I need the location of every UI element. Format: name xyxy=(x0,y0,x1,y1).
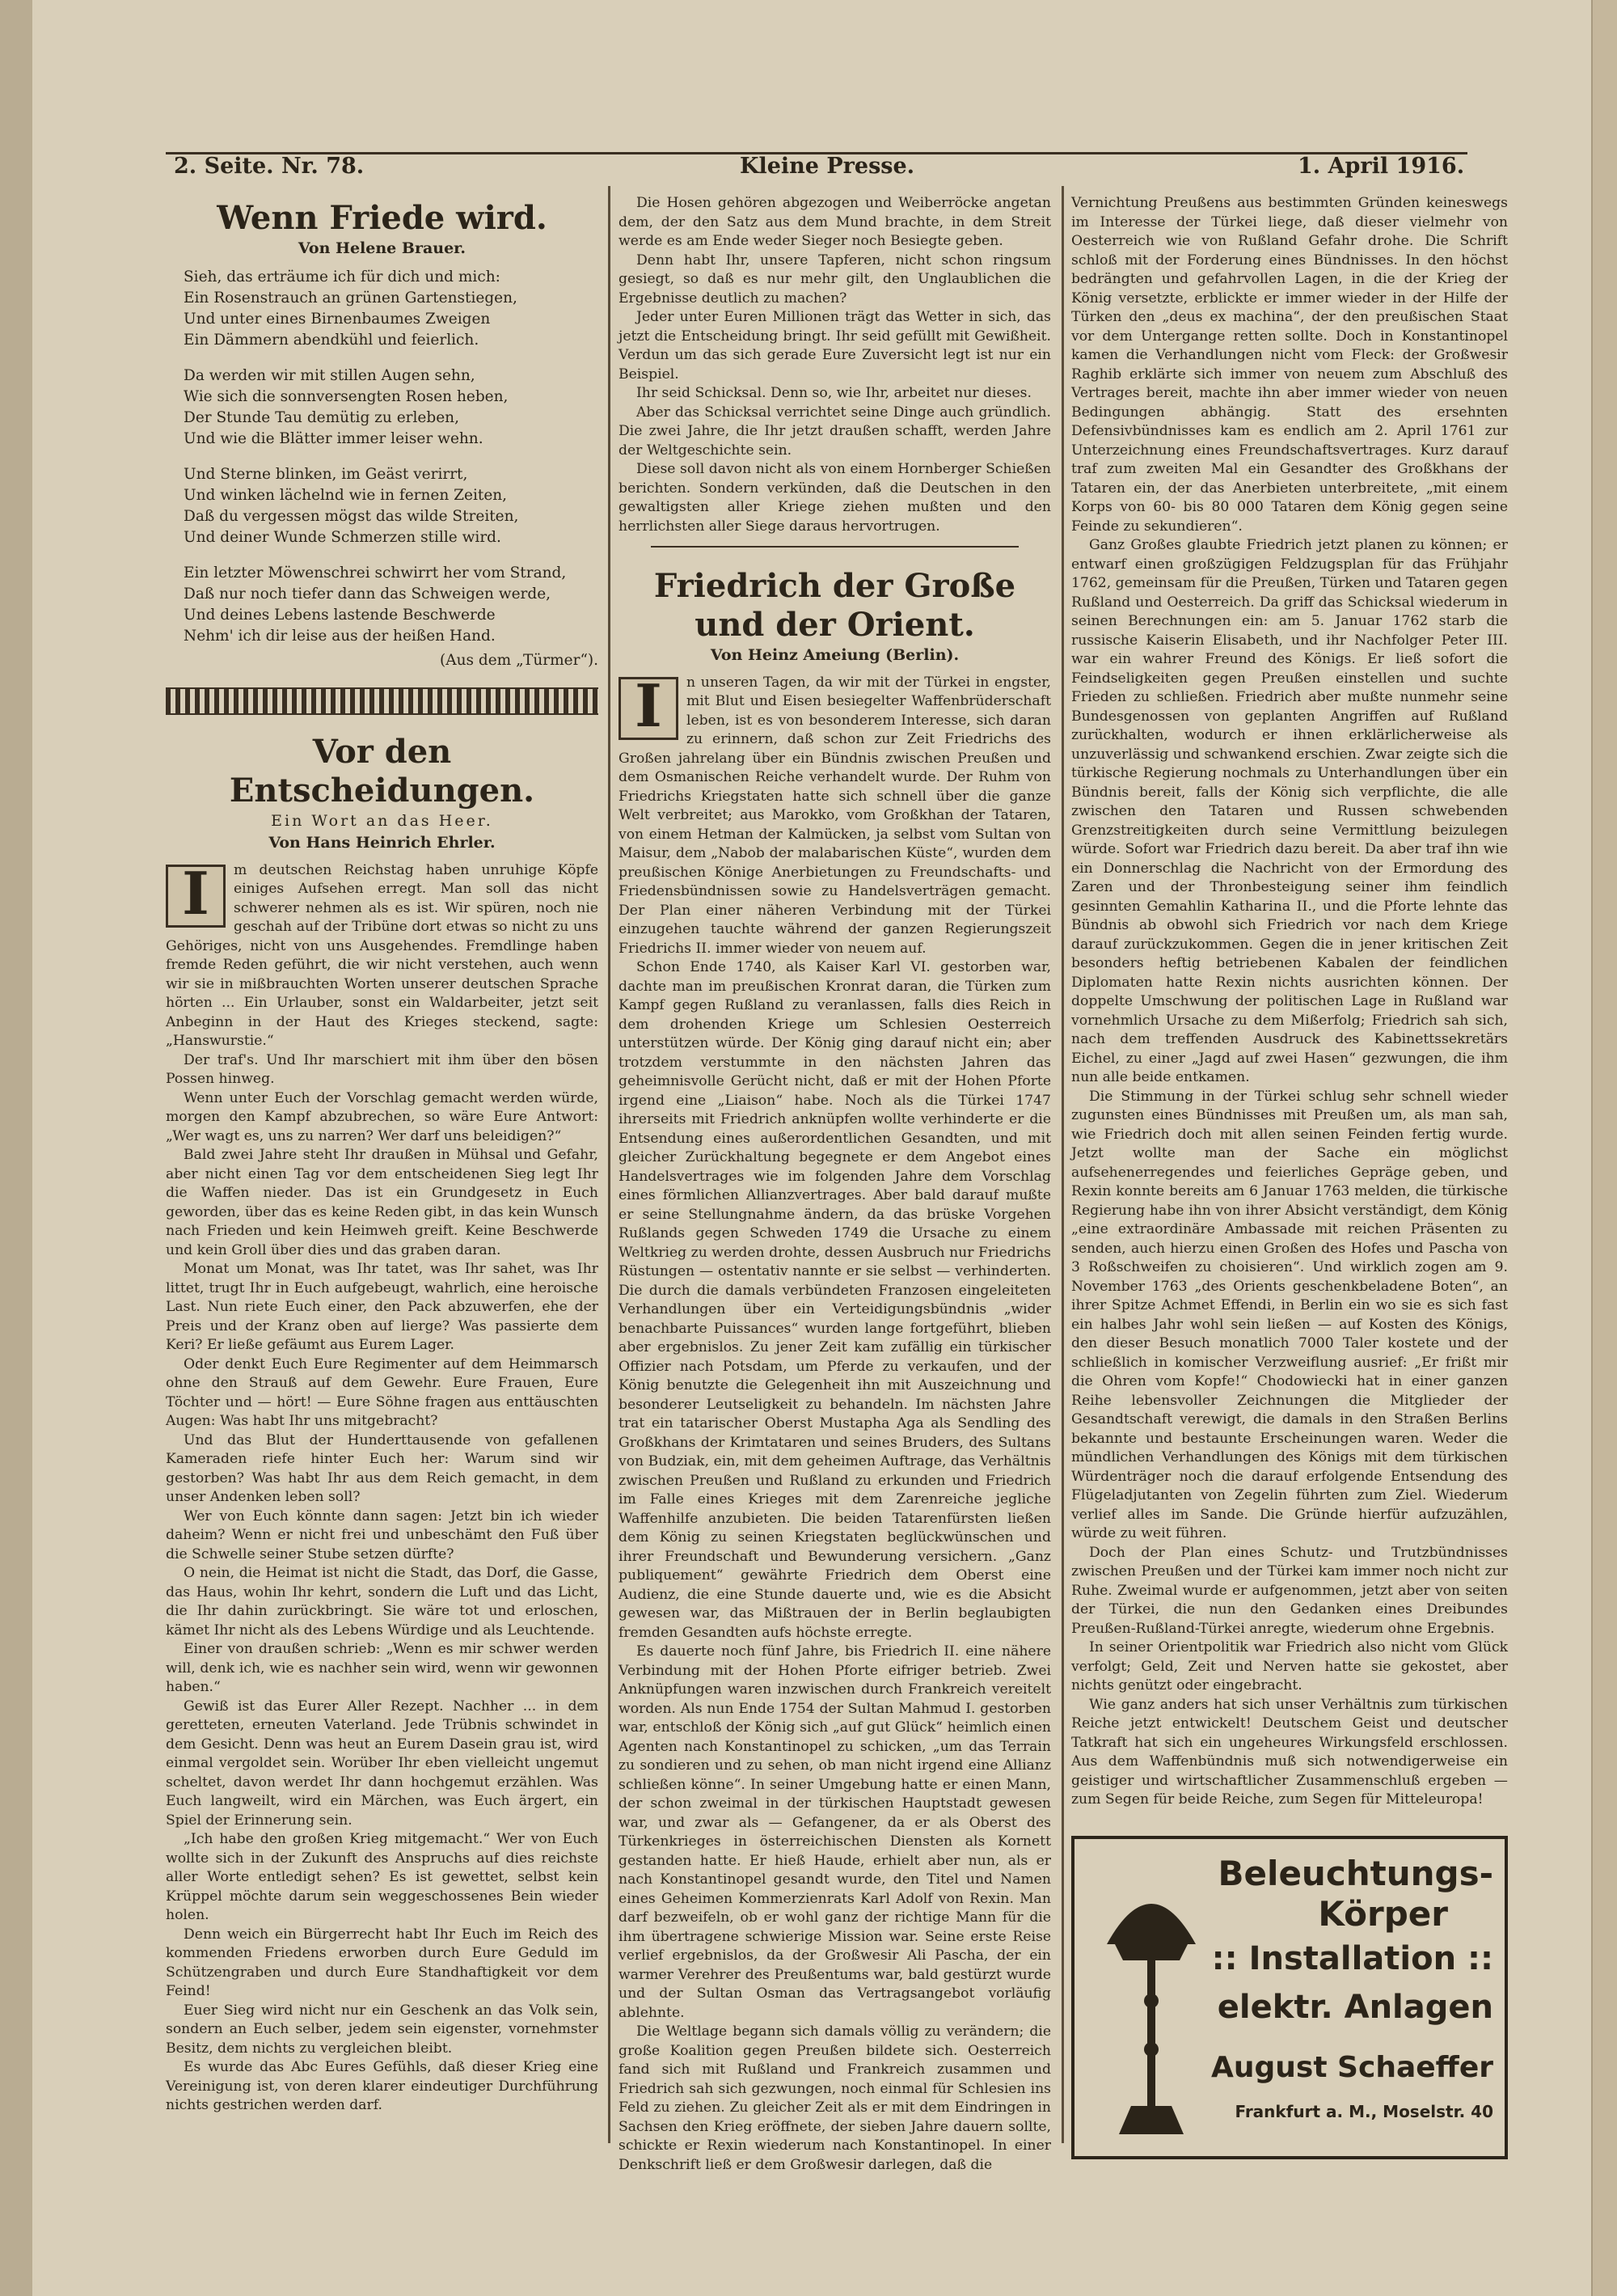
paragraph: n unseren Tagen, da wir mit der Türkei in engster, mit Blut und Eisen besiegelter Waffenbrüderschaft leben, ist es von besonderem Interesse, sich daran zu erinnern, daß schon zur Zeit Friedrichs des Großen jahrelang über ein Bündnis zwischen Preußen und dem Osmanischen Reiche verhandelt wurde. Der Ruhm von Friedrichs Kriegstaten hatte sich schnell über die ganze Welt verbreitet; aus Marokko, vom Großkhan der Tataren, von einem Hetman der Kalmücken, ja selbst vom Sultan von Maisur, dem „Nabob der malabarischen Küste“, wurden dem preußischen Könige Anerbietungen zu Freundschafts- und Friedensbündnissen sowie zu Handelsverträgen gemacht. Der Plan einer näheren Verbindung mit der Türkei einzugehen tauchte während der ganzen Regierungszeit Friedrichs II. immer wieder von neuem auf. xyxy=(619,674,1051,957)
poem-line: Und deiner Wunde Schmerzen stille wird. xyxy=(184,528,501,546)
paragraph: Und das Blut der Hunderttausende von gefallenen Kameraden riefe hinter Euch her: Warum sind wir gestorben? Was habt Ihr aus dem Reich gemacht, in dem unser Andenken leben soll? xyxy=(166,1431,598,1505)
poem-line: Und wie die Blätter immer leiser wehn. xyxy=(184,429,483,447)
poem-author: Von Helene Brauer. xyxy=(298,239,467,257)
paragraph: Es dauerte noch fünf Jahre, bis Friedrich II. eine nähere Verbindung mit der Hohen Pforte eifriger betrieb. Zwei Anknüpfungen waren inzwischen durch Frankreich vereitelt worden. Als nun Ende 1754 der Sultan Mahmud I. gestorben war, entschloß der König sich „auf gut Glück“ heimlich einen Agenten nach Konstantinopel zu schicken, „um das Terrain zu sondieren und zu sehen, ob man nicht irgend eine Allianz schließen könne“. In seiner Umgebung hatte er einen Mann, der schon zweimal in der türkischen Hauptstadt gewesen war, und zwar als — Gefangener, da er als Oberst des Türkenkrieges in österreichischen Diensten als Kornett gestanden hatte. Er hieß Haude, erhielt aber nun, als er nach Konstantinopel gesandt wurde, den Titel und Namen eines Geheimen Kommerzienrats Karl Adolf von Rexin. Man darf bezweifeln, ob er wohl ganz der richtige Mann für die ihm übertragene schwierige Mission war. Seine erste Reise verlief ergebnislos, da der Großwesir Ali Pascha, der ein warmer Verehrer des Preußentums war, bald gestürzt wurde und der Sultan Osman das Vertragsangebot vorläufig ablehnte. xyxy=(619,1643,1051,2021)
poem-line: Und winken lächelnd wie in fernen Zeiten, xyxy=(184,486,508,504)
paragraph: Denn weich ein Bürgerrecht habt Ihr Euch im Reich des kommenden Friedens erworben durch Eure Geduld im Schützengraben und durch Eure Standhaftigkeit vor dem Feind! xyxy=(166,1926,598,1999)
poem-line: Und unter eines Birnenbaumes Zweigen xyxy=(184,310,491,328)
poem-source: (Aus dem „Türmer“). xyxy=(440,651,598,669)
advertisement xyxy=(1071,1836,1508,2159)
paragraph: Wie ganz anders hat sich unser Verhältnis zum türkischen Reiche jetzt entwickelt! Deutschem Geist und deutscher Tatkraft hat sich ein ungeheures Wirkungsfeld erschlossen. Aus dem Waffenbündnis muß sich notwendigerweise ein geistiger und wirtschaftlicher Zusammenschluß ergeben — zum Segen für beide Reiche, zum Segen für Mitteleuropa! xyxy=(1071,1696,1508,1808)
paragraph: Denn habt Ihr, unsere Tapferen, nicht schon ringsum gesiegt, so daß es nur mehr gilt, den Unglaublichen die Ergebnisse deutlich zu machen? xyxy=(619,252,1051,307)
paragraph: Ihr seid Schicksal. Denn so, wie Ihr, arbeitet nur dieses. xyxy=(636,385,1032,401)
ad-address: Frankfurt a. M., Moselstr. 40 xyxy=(1235,2102,1493,2121)
poem-line: Sieh, das erträume ich für dich und mich: xyxy=(184,268,500,285)
paragraph: Doch der Plan eines Schutz- und Trutzbündnisses zwischen Preußen und der Türkei kam immer noch nicht zur Ruhe. Zweimal wurde er aufgenommen, jetzt aber von seiten der Türkei, die nun den Gedanken eines Dreibundes Preußen-Rußland-Türkei anregte, wiederum ohne Ergebnis. xyxy=(1071,1544,1508,1637)
paragraph: m deutschen Reichstag haben unruhige Köpfe einiges Aufsehen erregt. Man soll das nicht schwerer nehmen als es ist. Wir spüren, noch nie geschah auf der Tribüne dort etwas so nicht zu uns Gehöriges, nicht von uns Ausgehendes. Fremdlinge haben fremde Reden geführt, die wir nicht verstehen, auch wenn wir sie in mißbrauchten Worten unserer deutschen Sprache hörten ... Ein Urlauber, sonst ein Waldarbeiter, jetzt seit Anbeginn in der Haut des Krieges steckend, sagte: „Hanswurstie.“ xyxy=(166,861,598,1049)
column-rule xyxy=(1062,186,1064,2143)
paragraph: Jeder unter Euren Millionen trägt das Wetter in sich, das jetzt die Entscheidung bringt. Ihr seid gefüllt mit Gewißheit. Verdun um das sich gerade Eure Zuversicht legt ist nur ein Beispiel. xyxy=(619,309,1051,383)
paragraph: Gewiß ist das Eurer Aller Rezept. Nachher ... in dem geretteten, erneuten Vaterland. Jede Trübnis schwindet in dem Gesicht. Denn was heut an Eurem Dasein grau ist, wird einmal vergoldet sein. Worüber Ihr eben vielleicht ungemut scheltet, davon werdet Ihr dann hochgemut erzählen. Was Euch langweilt, wird ein Märchen, was Euch ärgert, ein Spiel der Erinnerung sein. xyxy=(166,1698,598,1829)
poem-line: Daß du vergessen mögst das wilde Streiten, xyxy=(184,507,519,525)
paragraph: Der traf's. Und Ihr marschiert mit ihm über den bösen Possen hinweg. xyxy=(166,1051,598,1087)
stanza xyxy=(184,267,598,351)
paragraph: O nein, die Heimat ist nicht die Stadt, das Dorf, die Gasse, das Haus, wohin Ihr kehrt, sondern die Luft und das Licht, die Ihr dahin zurückbringt. Sie wäre tot und erloschen, kämet Ihr nicht als des Lebens Würdige und als Leuchtende. xyxy=(166,1565,598,1638)
paragraph: Wer von Euch könnte dann sagen: Jetzt bin ich wieder daheim? Wenn er nicht frei und unbeschämt den Fuß über die Schwelle seiner Stube setzen dürfte? xyxy=(166,1507,598,1562)
paragraph: Oder denkt Euch Eure Regimenter auf dem Heimmarsch ohne den Strauß auf dem Gewehr. Eure Frauen, Eure Töchter und — hört! — Eure Söhne fragen aus enttäuschten Augen: Was habt Ihr uns mitgebracht? xyxy=(166,1355,598,1429)
paragraph: Ganz Großes glaubte Friedrich jetzt planen zu können; er entwarf einen großzügigen Feldzugsplan für das Frühjahr 1762, gemeinsam für die Preußen, Türken und Tataren gegen Rußland und Oesterreich. Da griff das Schicksal wiederum in seinen Berechnungen ein: am 5. Januar 1762 starb die russische Kaiserin Elisabeth, und ihr Nachfolger Peter III. war ein wahrer Freund des Königs. Er ließ sofort die Feindseligkeiten gegen Preußen einstellen und suchte Frieden zu schließen. Friedrich aber mußte nunmehr seine Bundesgenossen von geplanten Angriffen auf Rußland zurückhalten, wodurch er ihnen erklärlicherweise als unzuverlässig und schwankend erschien. Zwar zeigte sich die türkische Regierung nochmals zu Unterhandlungen über ein Bündnis bereit, falls der König sich verpflichte, die alle zwischen den Tataren und Russen schwebenden Grenzstreitigkeiten durch seine Vermittlung beizulegen würde. Sofort war Friedrich dazu bereit. Da aber traf ihn wie ein Donnerschlag die Nachricht von der Ermordung des Zaren und der Thronbesteigung seiner ihm feindlich gesinnten Gemahlin Katharina II., und die Pforte lehnte das Bündnis ab obwohl sich Friedrich vor nach dem Kriege darauf zurückzukommen. Gegen die in jener kritischen Zeit besonders heftig betriebenen Kabalen der feindlichen Diplomaten hatte Rexin nichts ausrichten können. Der doppelte Umschwung der politischen Lage in Rußland war vornehmlich Ursache zu dem Mißerfolg; Friedrich sah sich, nach dem treffenden Ausdruck des Kabinettssekretärs Eichel, zu einer „Jagd auf zwei Hasen“ gezwungen, die ihm nun alle beide entkamen. xyxy=(1071,537,1508,1085)
paragraph: Wenn unter Euch der Vorschlag gemacht werden würde, morgen den Kampf abzubrechen, so wäre Eure Antwort: „Wer wagt es, uns zu narren? Wer darf uns beleidigen?“ xyxy=(166,1089,598,1144)
paragraph: Einer von draußen schrieb: „Wenn es mir schwer werden will, denk ich, wie es nachher sein wird, wenn wir gewonnen haben.“ xyxy=(166,1641,598,1695)
column-1 xyxy=(166,194,598,2151)
article-author: Von Heinz Ameiung (Berlin). xyxy=(710,646,960,664)
stanza xyxy=(184,563,598,671)
paragraph: Die Hosen gehören abgezogen und Weiberröcke angetan dem, der den Satz aus dem Mund brachte, in dem Streit werde es am Ende weder Sieger noch Besiegte geben. xyxy=(619,195,1051,249)
ad-company: August Schaeffer xyxy=(1211,2051,1493,2084)
paragraph: Die Weltlage begann sich damals völlig zu verändern; die große Koalition gegen Preußen bildete sich. Oesterreich fand sich mit Rußland und Frankreich zusammen und Friedrich sah sich gezwungen, noch einmal für Schlesien ins Feld zu ziehen. Zu gleicher Zeit als er mit dem Eindringen in Sachsen den Krieg eröffnete, der sieben Jahre dauern sollte, schickte er Rexin wiederum nach Konstantinopel. In einer Denkschrift ließ er dem Großwesir darlegen, daß die xyxy=(619,2023,1051,2173)
paragraph: Vernichtung Preußens aus bestimmten Gründen keineswegs im Interesse der Türkei liege, daß dieser vielmehr von Oesterreich wie von Rußland Gefahr drohe. Die Schrift schloß mit der Forderung eines Bündnisses. In den höchst bedrängten und gefahrvollen Lagen, in die der Krieg der König versetzte, erblickte er immer wieder in der Hilfe der Türken den „deus ex machina“, der den preußischen Staat vor dem Untergange retten sollte. Doch in Konstantinopel kamen die Verhandlungen nicht vom Fleck: der Großwesir Raghib erklärte sich immer von neuem zum Abschluß des Vertrages bereit, machte ihn aber immer wieder von neuen Bedingungen abhängig. Statt des ersehnten Defensivbündnisses kam es endlich am 2. April 1761 zur Unterzeichnung eines Freundschaftsvertrages. Kurz darauf traf zum zweiten Mal ein Gesandter des Großkhans der Tataren ein, der das Anerbieten unterbreitete, „mit einem Korps von 60- bis 80 000 Tataren dem König gegen seine Feinde zu sekundieren“. xyxy=(1071,195,1508,535)
header-rule xyxy=(166,152,1467,154)
paragraph: Euer Sieg wird nicht nur ein Geschenk an das Volk sein, sondern an Euch selber, jedem sein eigenster, vornehmster Besitz, dem nichts zu vergleichen bleibt. xyxy=(166,2002,598,2057)
column-3 xyxy=(1071,194,1508,1820)
paragraph: Aber das Schicksal verrichtet seine Dinge auch gründlich. Die zwei Jahre, die Ihr jetzt draußen schafft, werden Jahre der Weltgeschichte sein. xyxy=(619,404,1051,459)
drop-cap: I xyxy=(619,677,678,740)
poem-line: Und deines Lebens lastende Beschwerde xyxy=(184,606,496,624)
article-title: Vor den Entscheidungen. xyxy=(229,732,535,810)
poem-line: Da werden wir mit stillen Augen sehn, xyxy=(184,366,475,384)
ad-line: :: Installation :: xyxy=(1211,1940,1493,1977)
issue-date: 1. April 1916. xyxy=(1298,154,1465,179)
ad-headline: Körper xyxy=(1318,1894,1448,1934)
poem-line: Ein Rosenstrauch an grünen Gartenstiegen, xyxy=(184,289,517,307)
page-number: 2. Seite. Nr. 78. xyxy=(174,154,365,179)
poem xyxy=(184,267,598,671)
paragraph: Es wurde das Abc Eures Gefühls, daß dieser Krieg eine Vereinigung ist, von deren klarer eindeutiger Durchführung nichts gestrichen werden darf. xyxy=(166,2059,598,2113)
lamp-illustration-icon xyxy=(1091,1855,1212,2146)
poem-line: Und Sterne blinken, im Geäst verirrt, xyxy=(184,465,468,483)
poem-line: Wie sich die sonnversengten Rosen heben, xyxy=(184,387,509,405)
ad-headline: Beleuchtungs- xyxy=(1218,1854,1493,1893)
article-subtitle: Ein Wort an das Heer. xyxy=(271,811,493,830)
ornament-rule xyxy=(166,687,598,715)
ad-line: elektr. Anlagen xyxy=(1217,1989,1493,2026)
article-author: Von Hans Heinrich Ehrler. xyxy=(268,834,496,852)
paragraph: Die Stimmung in der Türkei schlug sehr schnell wieder zugunsten eines Bündnisses mit Preußen um, als man sah, wie Friedrich doch mit allen seinen Feinden fertig wurde. Jetzt wollte man der Sache ein möglichst aufsehenerregendes und feierliches Gepräge geben, und Rexin konnte bereits am 6 Januar 1763 melden, die türkische Regierung habe ihn von ihrer Absicht verständigt, dem König „eine extraordinäre Ambassade mit reichen Präsenten zu senden, auch hierzu einen Großen des Hofes und Pascha von 3 Roßschweifen zu choisieren“. Und wirklich zogen am 9. November 1763 „des Orients geschenkbeladene Boten“, an ihrer Spitze Achmet Effendi, in Berlin ein wo sie es sich fast ein halbes Jahr wohl sein ließen — auf Kosten des Königs, den dieser Besuch monatlich 7000 Taler kostete und der schließlich in komischer Verzweiflung ausrief: „Er frißt mir die Ohren vom Kopfe!“ Chodowiecki hat in einer ganzen Reihe lebensvoller Zeichnungen die Mitglieder der Gesandtschaft verewigt, die damals in den Straßen Berlins bekannte und bestaunte Erscheinungen waren. Weder die mündlichen Verhandlungen des Königs mit dem türkischen Würdenträger noch die darauf erfolgende Entsendung des Flügeladjutanten von Zegelin führten zum Ziel. Wiederum verlief alles im Sande. Die Gründe hierfür aufzuzählen, würde zu weit führen. xyxy=(1071,1088,1508,1541)
article-title: Friedrich der Große und der Orient. xyxy=(653,567,1016,644)
paragraph: „Ich habe den großen Krieg mitgemacht.“ Wer von Euch wollte sich in der Zukunft des Anspruchs auf dies reichste aller Worte entledigt sehen? Es ist gewettet, selbst kein Krüppel möchte darum sein weggeschossenes Bein wieder holen. xyxy=(166,1831,598,1923)
stanza xyxy=(184,366,598,450)
column-2 xyxy=(619,194,1051,2173)
paragraph: Monat um Monat, was Ihr tatet, was Ihr sahet, was Ihr littet, trugt Ihr in Euch aufgebeugt, wahrlich, eine heroische Last. Nun riete Euch einer, den Pack abzuwerfen, ehe der Preis und der Kranz oben auf lierge? Was passierte dem Keri? Er ließe gefäumt aus Eurem Lager. xyxy=(166,1261,598,1353)
stanza xyxy=(184,464,598,548)
paragraph: In seiner Orientpolitik war Friedrich also nicht vom Glück verfolgt; Geld, Zeit und Nerven hatte sie gekostet, aber nichts genützt oder eingebracht. xyxy=(1071,1639,1508,1693)
drop-cap: I xyxy=(166,865,226,928)
masthead: Kleine Presse. xyxy=(740,154,915,179)
column-rule xyxy=(608,186,610,2143)
poem-line: Der Stunde Tau demütig zu erleben, xyxy=(184,408,459,426)
poem-line: Daß nur noch tiefer dann das Schweigen werde, xyxy=(184,585,551,603)
paragraph: Diese soll davon nicht als von einem Hornberger Schießen berichten. Sondern verkünden, daß die Deutschen in den gewaltigsten aller Kriege ziehen mußten und den herrlichsten aller Siege daraus hervortrugen. xyxy=(619,461,1051,535)
poem-line: Ein letzter Möwenschrei schwirrt her vom Strand, xyxy=(184,564,567,581)
paragraph: Bald zwei Jahre steht Ihr draußen in Mühsal und Gefahr, aber nicht einen Tag vor dem entscheidenen Sieg legt Ihr die Waffen nieder. Das ist ein Grundgesetz in Euch geworden, über das es keine Reden gibt, in das kein Wunsch nach Frieden und kein Heimweh greift. Keine Beschwerde und kein Groll über dies und das graben daran. xyxy=(166,1147,598,1258)
poem-line: Ein Dämmern abendkühl und feierlich. xyxy=(184,331,479,349)
paragraph: Schon Ende 1740, als Kaiser Karl VI. gestorben war, dachte man im preußischen Kronrat daran, die Türken zum Kampf gegen Rußland zu veranlassen, falls dies Reich in dem drohenden Kriege um Schlesien Oesterreich unterstützen würde. Der König ging darauf nicht ein; aber trotzdem verstummte in den nächsten Jahren das geheimnisvolle Gerücht nicht, daß er mit der Hohen Pforte irgend eine „Liaison“ habe. Noch als die Türkei 1747 ihrerseits mit Friedrich anknüpfen wollte verhinderte er die Entsendung eines außerordentlichen Gesandten, und mit gleicher Zurückhaltung begegnete er dem Angebot eines Handelsvertrages wie im folgenden Jahre dem Vorschlag eines förmlichen Allianzvertrages. Aber bald darauf mußte er seine Stellungnahme ändern, da das brüske Vorgehen Rußlands gegen Schweden 1749 die Ursache zu einem Weltkrieg zu werden drohte, dessen Ausbruch nur Friedrichs Rüstungen — ostentativ nannte er sie selbst — verhinderten. Die durch die damals verbündeten Franzosen eingeleiteten Verhandlungen über ein Verteidigungsbündnis „wider benachbarte Puissances“ wurden lange fortgeführt, blieben aber ergebnislos. Zu jener Zeit kam zufällig ein türkischer Offizier nach Potsdam, um Pferde zu verkaufen, und der König benutzte die Gelegenheit ihn mit Auszeichnung und besonderer Leutseligkeit zu behandeln. Im nächsten Jahre trat ein tatarischer Oberst Mustapha Aga als Sendling des Großkhans der Krimtataren und seines Bruders, des Sultans von Budziak, ein, mit dem geheimen Auftrage, das Verhältnis zwischen Preußen und Rußland zu erkunden und Friedrich im Falle eines Krieges mit dem Zarenreiche jegliche Waffenhilfe anzubieten. Die beiden Tatarenfürsten ließen dem König zu seinen Kriegstaten beglückwünschen und ihrer Freundschaft und Bewunderung versichern. „Ganz publiquement“ gewährte Friedrich dem Oberst eine Audienz, die eine Stunde dauerte und, wie es die Absicht gewesen war, das Mißtrauen der in Berlin beglaubigten fremden Gesandten aufs höchste erregte. xyxy=(619,959,1051,1641)
poem-title: Wenn Friede wird. xyxy=(217,199,547,237)
poem-line: Nehm' ich dir leise aus der heißen Hand. xyxy=(184,627,496,645)
page-edge xyxy=(1591,0,1617,2296)
section-divider xyxy=(651,546,1019,548)
